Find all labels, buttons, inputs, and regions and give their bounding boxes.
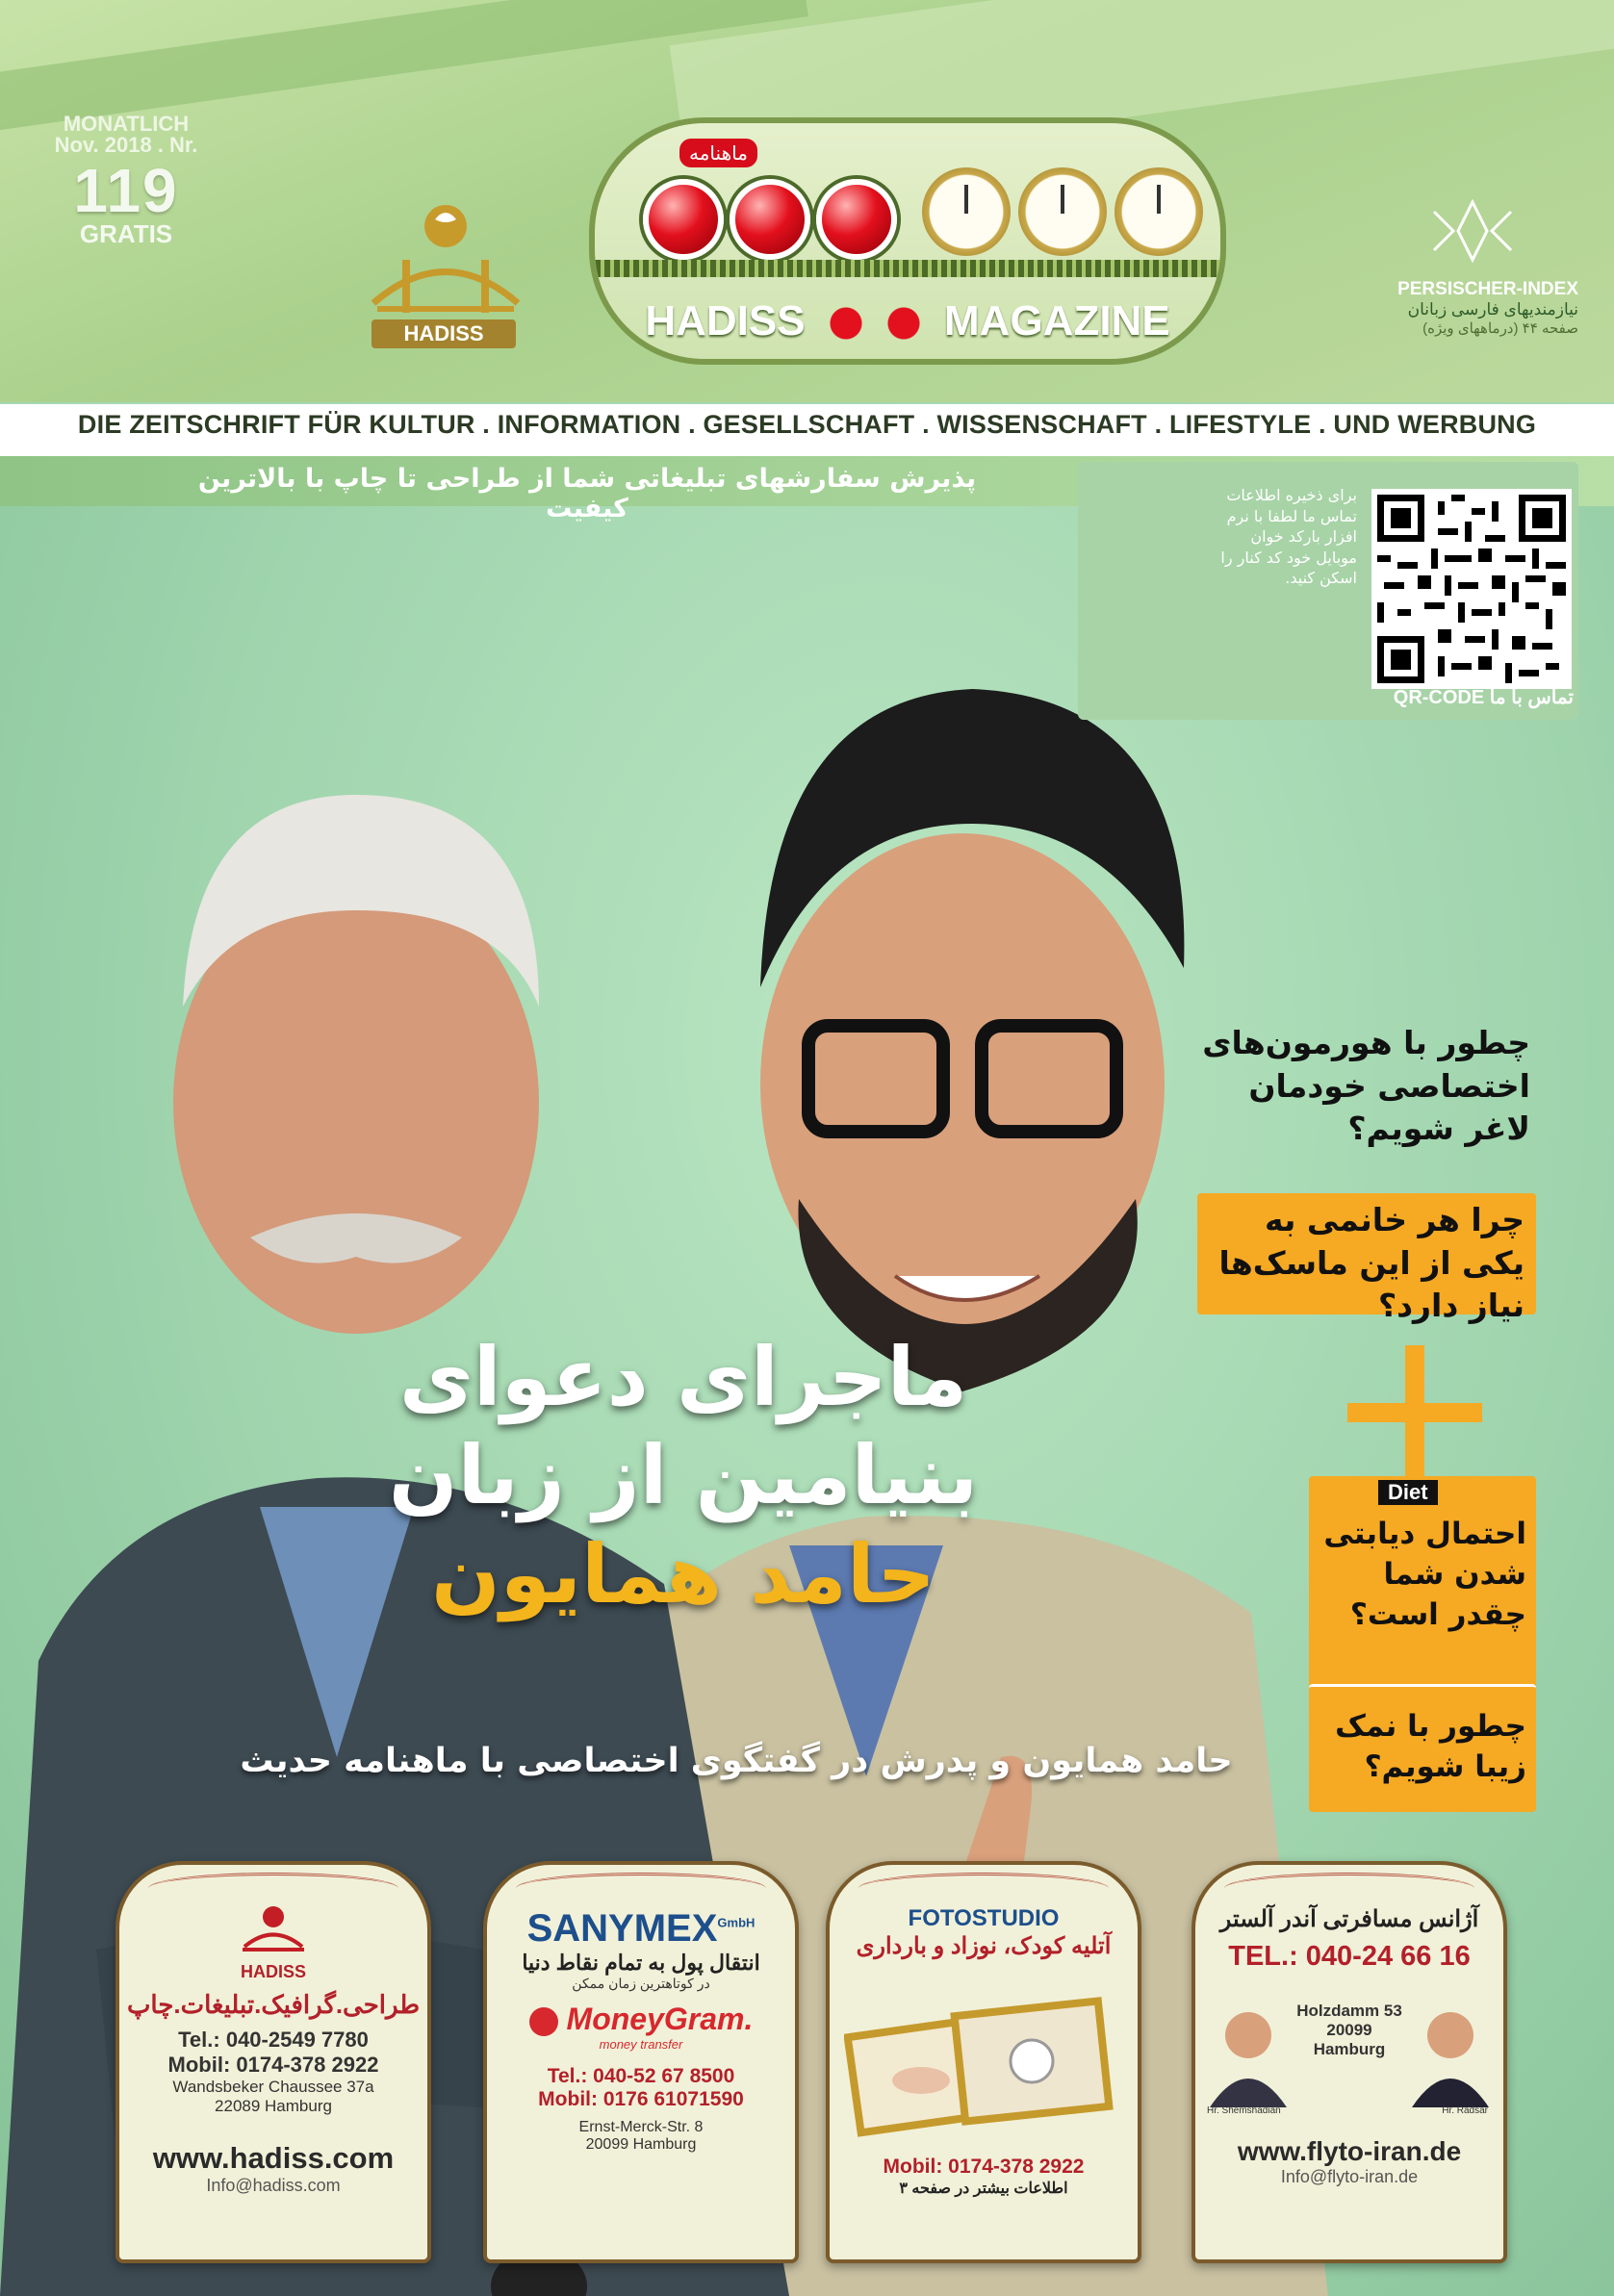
masthead-strip [595,260,1220,277]
ornament [1224,1873,1474,1904]
ornament [516,1873,766,1904]
hadiss-logo-label: HADISS [371,319,516,348]
ad-moneygram [487,2002,795,2037]
red-dot-icon [730,179,810,260]
ad-hadiss-service: طراحی.گرافیک.تبلیغات.چاپ [126,1990,421,2019]
index-title: PERSISCHER-INDEX [1397,279,1578,299]
ad-flyto-fa: آژانس مسافرتی آندر آلستر [1219,1906,1479,1932]
subheadline: حامد همایون و پدرش در گفتگوی اختصاصی با ماهنامه حدیث [240,1742,1233,1780]
teaser-salt[interactable]: چطور با نمک زیبا شویم؟ [1335,1709,1526,1784]
ad-foto-title: FOTOSTUDIO [908,1905,1060,1931]
red-dot-icon [816,179,897,260]
ad-hadiss-mail[interactable]: Info@hadiss.com [206,2176,341,2195]
issue-free: GRATIS [79,219,173,248]
headline-line1: ماجرای دعوای [398,1330,968,1424]
index-line1: نیازمندیهای فارسی زبانان [1407,300,1578,319]
teaser-diabetes[interactable]: احتمال دیابتی شدن شما چقدر است؟ [1323,1517,1526,1632]
ad-hadiss-url[interactable]: www.hadiss.com [152,2141,395,2175]
foto-frames-illustration [844,1970,1123,2143]
masthead-dots-icon [817,305,933,342]
ad-flyto-person2: Hr. Radsar [1442,2105,1488,2116]
ad-foto-mobil: Mobil: 0174-378 2922 [883,2156,1085,2178]
masthead-magazine: MAGAZINE [944,297,1170,344]
ad-sanymex-mobil: Mobil: 0176 61071590 [538,2088,744,2110]
ornament [858,1873,1109,1904]
qr-info-text: برای ذخیره اطلاعات تماس ما لطفا با نرم افزار بارکد خوان موبایل خود کد کنار را اسکن کنید. [1220,486,1357,588]
ad-sanymex-fa2: در کوتاهترین زمان ممکن [572,1976,710,1991]
teaser-hormones[interactable]: چطور با هورمون‌های اختصاصی خودمان لاغر شویم؟ [1202,1024,1530,1148]
qr-caption [1352,685,1574,709]
ad-flyto-person1: Hr. Shemshadian [1207,2105,1281,2116]
ad-flyto-mail[interactable]: Info@flyto-iran.de [1280,2167,1419,2186]
ad-hadiss-city: 22089 Hamburg [215,2097,332,2115]
plus-icon [1347,1345,1482,1480]
masthead-name [595,297,1220,345]
ad-hadiss[interactable] [115,1861,431,2263]
masthead [589,117,1226,365]
ad-sanymex-street: Ernst-Merck-Str. 8 [578,2119,704,2135]
qr-caption-en: QR-CODE [1393,687,1485,708]
qr-caption-fa: تماس با ما [1489,687,1574,708]
ad-moneygram-name: MoneyGram. [566,2002,754,2036]
ad-hadiss-mobil: Mobil: 0174-378 2922 [167,2053,379,2077]
ad-flyto[interactable] [1191,1861,1507,2263]
ad-fotostudio[interactable] [826,1861,1141,2263]
issue-date: Nov. 2018 . Nr. [54,133,198,157]
qr-code-icon[interactable] [1371,489,1572,689]
masthead-label: ماهنامه [679,139,757,167]
ad-sanymex-tel: Tel.: 040-52 67 8500 [547,2065,735,2087]
ad-sanymex-brand [487,1907,795,1951]
moneygram-icon [529,2007,558,2036]
ad-flyto-url[interactable]: www.flyto-iran.de [1237,2136,1462,2166]
ad-hadiss-tel: Tel.: 040-2549 7780 [178,2028,369,2052]
promo-text: پذیرش سفارشهای تبلیغاتی شما از طراحی تا چاپ با بالاترین کیفیت [197,464,977,523]
diet-label: Diet [1378,1480,1438,1505]
persian-index-logo-icon [1415,197,1530,265]
clock-icon [1114,167,1203,256]
issue-info [54,114,198,246]
ad-hadiss-logo: HADISS [240,1962,306,1981]
ad-sanymex-gmbh: GmbH [717,1915,756,1930]
ad-flyto-address [1292,2002,1407,2059]
ad-flyto-street: Holzdamm 53 [1296,2002,1402,2020]
masthead-hadiss: HADISS [645,297,806,344]
ad-sanymex-city: 20099 Hamburg [585,2136,697,2153]
index-line2: صفحه ۴۴ (درماههای ویژه) [1422,320,1578,337]
ad-flyto-city: 20099 Hamburg [1313,2021,1386,2058]
persian-index [1386,279,1578,337]
red-dot-icon [643,179,724,260]
ad-sanymex[interactable] [483,1861,799,2263]
ad-hadiss-street: Wandsbeker Chaussee 37a [172,2078,374,2096]
headline-line2: بنیامین از زبان [388,1428,979,1523]
ad-foto-more: اطلاعات بیشتر در صفحه ۳ [899,2181,1068,2197]
hadiss-small-logo-icon [240,1903,307,1961]
ad-foto-fa: آتلیه کودک، نوزاد و بارداری [856,1933,1112,1959]
ornament [148,1873,398,1904]
issue-monthly: MONATLICH [63,112,190,136]
clock-icon [922,167,1011,256]
banner-text: DIE ZEITSCHRIFT FÜR KULTUR . INFORMATION . GESELLSCHAFT . WISSENSCHAFT . LIFESTYLE . UND WERBUNG [77,410,1537,439]
issue-number: 119 [73,156,179,225]
ad-sanymex-name: SANYMEX [526,1907,718,1950]
ad-flyto-staff [1195,1982,1503,2117]
teaser-masks[interactable]: چرا هر خانمی به یکی از این ماسک‌ها نیاز دارد؟ [1218,1201,1524,1325]
person-photo-icon [1205,2002,1292,2107]
person-photo-icon [1407,2002,1494,2107]
ad-flyto-tel: TEL.: 040-24 66 16 [1228,1941,1471,1972]
clock-icon [1018,167,1107,256]
main-headline[interactable] [366,1328,1001,1623]
ad-moneygram-sub: money transfer [599,2037,683,2052]
headline-line3: حامد همایون [431,1526,935,1621]
ad-sanymex-fa1: انتقال پول به تمام نقاط دنیا [522,1951,760,1975]
